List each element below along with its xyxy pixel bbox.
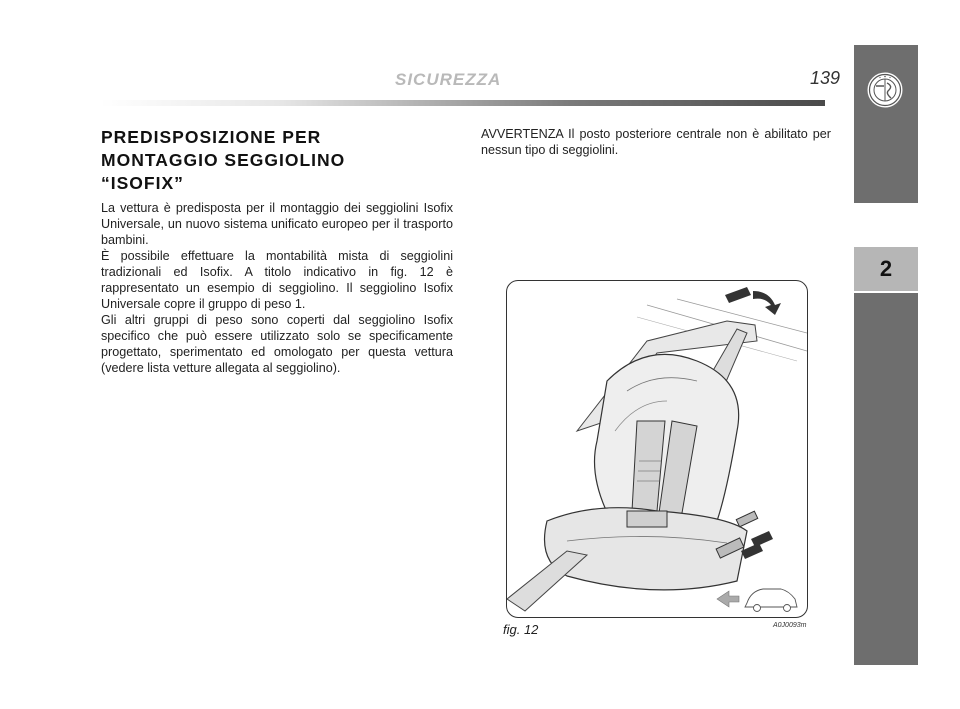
header-rule — [100, 100, 825, 106]
paragraph: La vettura è predisposta per il montaggio dei seggiolini Isofix Universale, un nuovo sistema unificato europeo per il trasporto bambini. — [101, 201, 453, 247]
section-title — [101, 126, 431, 195]
car-direction-icon — [717, 589, 797, 612]
chapter-tab-2[interactable]: 2 — [854, 247, 918, 291]
page-number: 139 — [810, 68, 841, 88]
paragraph: È possibile effettuare la montabilità mista di seggiolini tradizionali ed Isofix. A titolo indicativo in fig. 12 è rappresentato un esempio di seggiolino. Il seggiolino Isofix Universale copre il gruppo di peso 1. — [101, 249, 453, 311]
warning-note: AVVERTENZA Il posto posteriore centrale non è abilitato per nessun tipo di seggiolini. — [481, 127, 831, 157]
section-title-line1: PREDISPOSIZIONE PER — [101, 127, 322, 147]
section-title-line3: “ISOFIX” — [101, 173, 184, 193]
tab-top — [854, 45, 918, 203]
paragraph: Gli altri gruppi di peso sono coperti dal seggiolino Isofix specifico che può essere utilizzato solo se specificamente progettato, sperimentato ed omologato per questa vettura (vedere lista vetture allegata al seggiolino). — [101, 313, 453, 375]
section-title-line2: MONTAGGIO SEGGIOLINO — [101, 150, 346, 170]
alfa-romeo-logo-icon — [867, 72, 903, 108]
tab-bottom — [854, 293, 918, 665]
child-seat-illustration — [507, 281, 807, 617]
figure-caption: fig. 12 — [503, 622, 539, 637]
section-body — [101, 200, 453, 376]
tab-spacer — [854, 205, 918, 247]
chapter-tabs — [854, 45, 918, 665]
figure-child-seat — [506, 280, 808, 618]
header-title: SICUREZZA — [395, 70, 502, 89]
figure-code: A0J0093m — [773, 622, 807, 629]
